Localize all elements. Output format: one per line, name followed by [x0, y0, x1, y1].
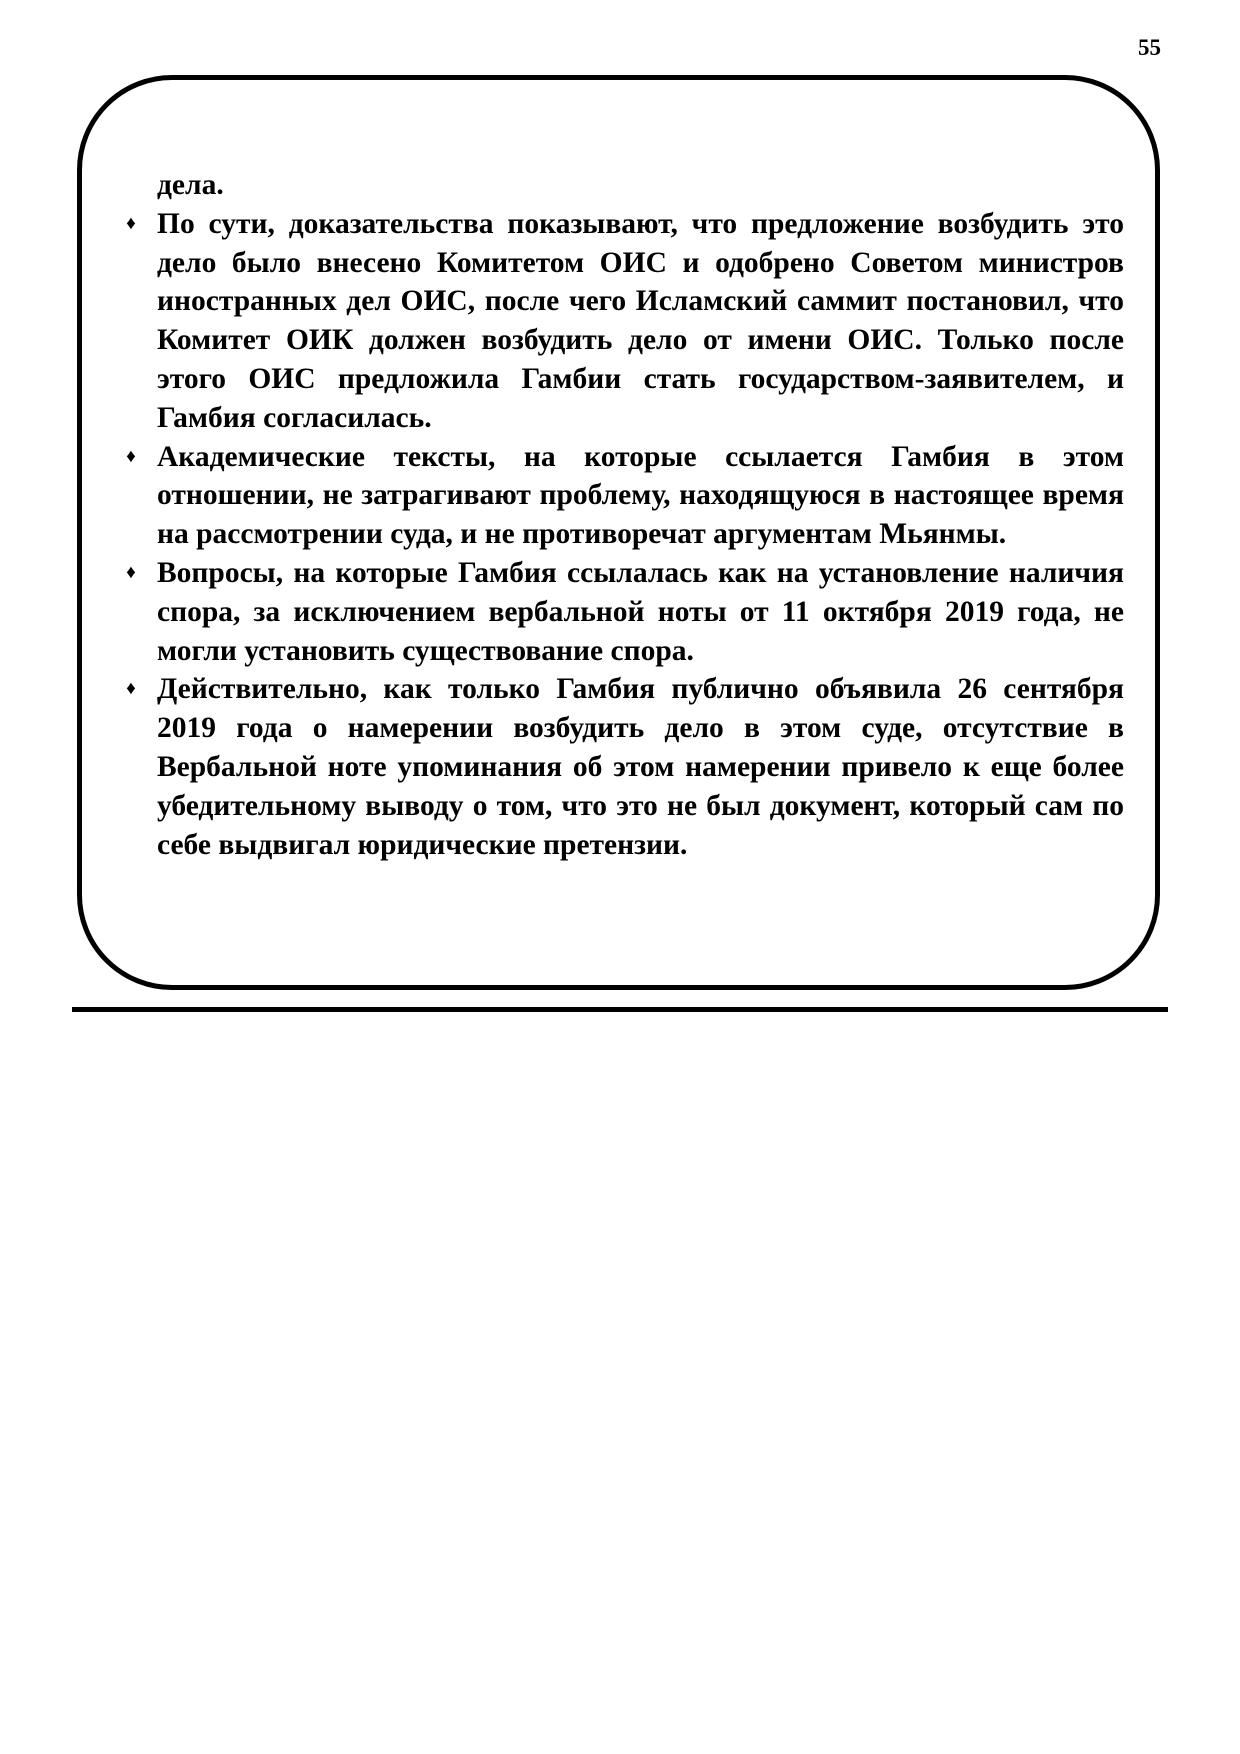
- box-content: [126, 166, 1124, 864]
- list-item-text: Вопросы, на которые Гамбия ссылалась как на установление наличия спора, за исключением вербальной ноты от 11 октября 2019 года, не могли установить существование спора.: [157, 556, 1124, 667]
- list-item: [126, 438, 1124, 554]
- continuation-text: дела.: [157, 169, 224, 201]
- bullet-list: [126, 205, 1124, 865]
- list-item-text: Действительно, как только Гамбия публично объявила 26 сентября 2019 года о намерении возбудить дело в этом суде, отсутствие в Вербальной ноте упоминания об этом намерении привело к еще более убедительному выводу о том, что это не был документ, который сам по себе выдвигал юридические претензии.: [157, 673, 1124, 861]
- diamond-bullet-icon: ♦: [126, 445, 136, 467]
- page-number: 55: [1138, 35, 1161, 60]
- diamond-bullet-icon: ♦: [126, 212, 136, 234]
- list-item: [126, 670, 1124, 864]
- list-item-text: По сути, доказательства показывают, что предложение возбудить это дело было внесено Комитетом ОИС и одобрено Советом министров иностранных дел ОИС, после чего Исламский саммит постановил, что Комитет ОИК должен возбудить дело от имени ОИС. Только после этого ОИС предложила Гамбии стать государством-заявителем, и Гамбия согласилась.: [157, 207, 1124, 434]
- list-item: [126, 205, 1124, 438]
- horizontal-divider: [72, 1007, 1168, 1012]
- list-item: [126, 554, 1124, 670]
- diamond-bullet-icon: ♦: [126, 561, 136, 583]
- diamond-bullet-icon: ♦: [126, 678, 136, 700]
- list-item-text: Академические тексты, на которые ссылается Гамбия в этом отношении, не затрагивают проблему, находящуюся в настоящее время на рассмотрении суда, и не противоречат аргументам Мьянмы.: [157, 440, 1124, 551]
